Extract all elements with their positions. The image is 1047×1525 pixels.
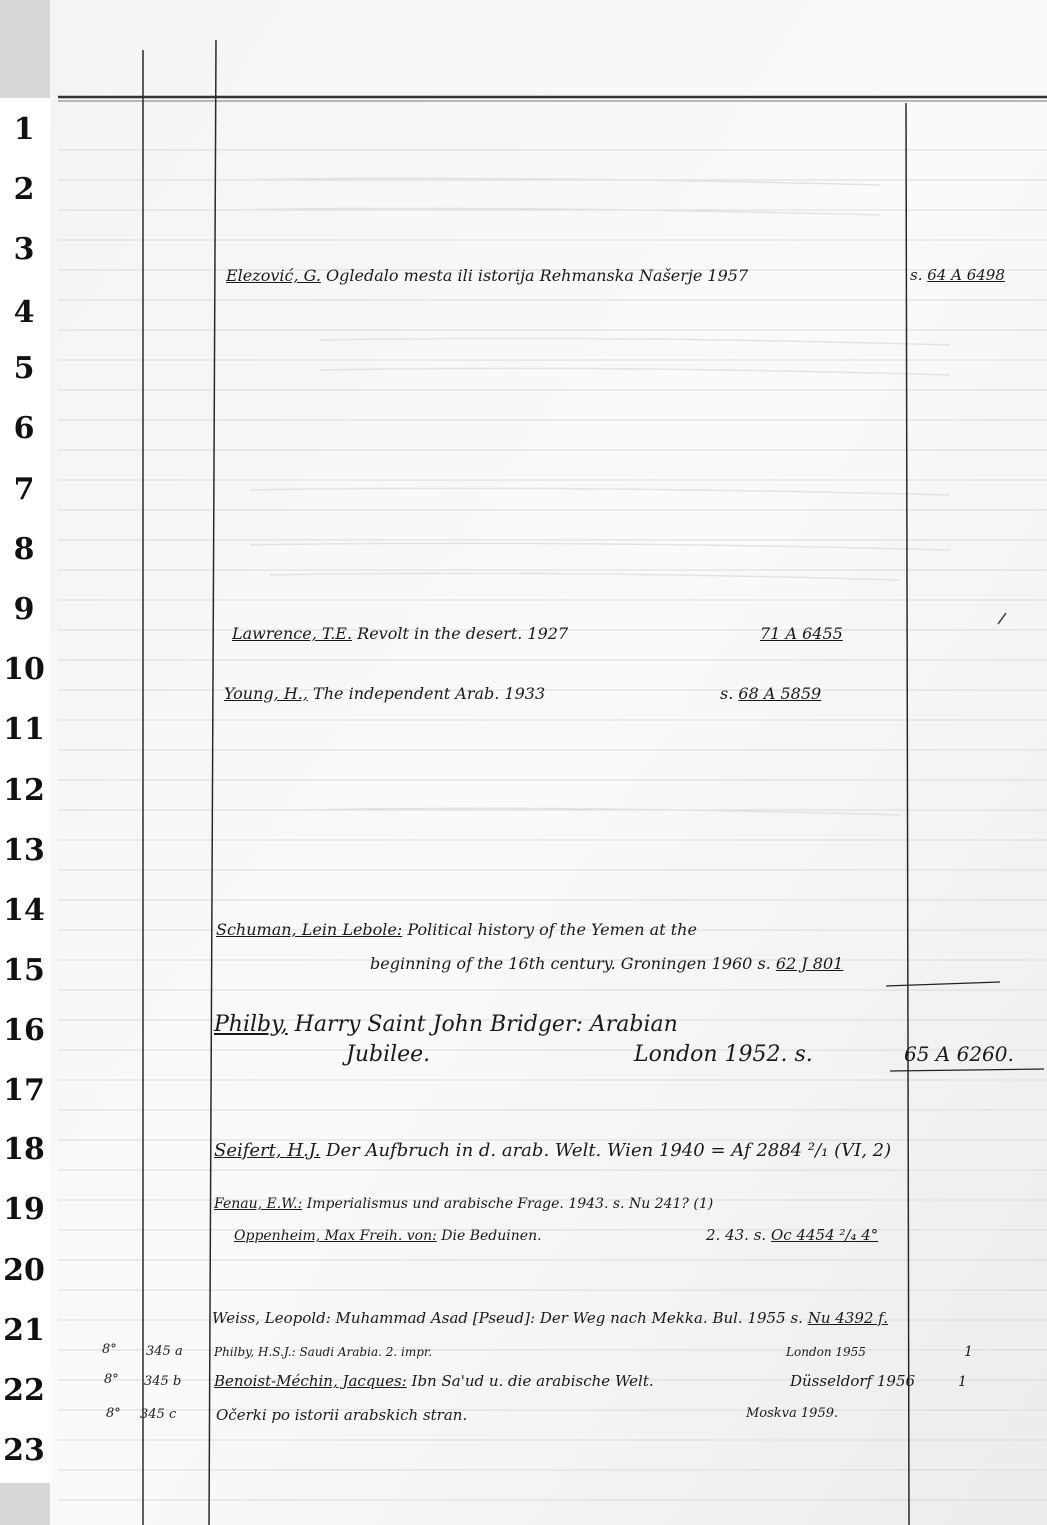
catalog-entry — [232, 624, 568, 643]
line-number: 16 — [3, 1013, 45, 1048]
format-mark: 8° — [102, 1342, 117, 1357]
entry-author: Philby, H.S.J.: — [214, 1345, 296, 1359]
entry-place-year: London 1952. — [634, 1042, 788, 1067]
shelf-number: 345 b — [144, 1374, 182, 1389]
entry-author: Benoist-Méchin, Jacques: — [214, 1372, 407, 1390]
catalog-entry — [212, 1309, 888, 1327]
line-number: 3 — [13, 232, 35, 267]
entry-title: Saudi Arabia. 2. impr. — [299, 1345, 433, 1359]
shelf-mark — [910, 266, 1005, 284]
entry-year: 1957 — [707, 266, 749, 285]
entry-title: Ibn Sa'ud u. die arabische Welt. — [411, 1372, 654, 1390]
entry-count: 1 — [964, 1344, 973, 1360]
catalog-entry — [214, 1372, 654, 1390]
entry-title: beginning of the 16th century. Groningen — [370, 954, 707, 973]
line-number: 2 — [13, 172, 35, 207]
line-number: 15 — [3, 953, 45, 988]
entry-author: Weiss, Leopold: — [212, 1309, 331, 1327]
catalog-entry-continued — [346, 1042, 430, 1067]
entry-author: Fenau, E.W.: — [214, 1196, 303, 1212]
catalog-entry — [226, 266, 748, 285]
shelf-number: = Af 2884 ²/₁ (VI, 2) — [710, 1140, 892, 1161]
line-number: 21 — [3, 1313, 45, 1348]
entry-author: Schuman, Lein Lebole: — [216, 920, 403, 939]
line-number: 18 — [3, 1132, 45, 1167]
shelf-number: 62 J 801 — [775, 954, 844, 973]
catalog-entry — [224, 684, 545, 703]
line-number: 7 — [13, 472, 35, 507]
entry-title: Harry Saint John Bridger: Arabian — [294, 1012, 678, 1037]
shelf-mark — [760, 624, 843, 643]
entry-title: Očerki po istorii arabskich stran. — [216, 1406, 468, 1424]
entry-author: Young, H., — [224, 684, 308, 703]
line-number: 8 — [13, 532, 35, 567]
entry-place-year: Moskva 1959. — [746, 1406, 839, 1421]
line-number: 20 — [3, 1253, 45, 1288]
entry-title: Imperialismus und arabische Frage. 1943. — [306, 1196, 609, 1212]
shelf-mark — [706, 1226, 878, 1244]
shelf-number: 345 c — [140, 1407, 177, 1422]
entry-place-year: London 1955 — [786, 1345, 866, 1359]
entry-place-year: Düsseldorf 1956 — [790, 1372, 916, 1390]
entry-author: Lawrence, T.E. — [232, 624, 353, 643]
entry-author: Elezović, G. — [226, 266, 321, 285]
format-mark: 8° — [104, 1372, 119, 1387]
catalog-entry — [214, 1012, 678, 1037]
shelf-prefix: s. — [720, 684, 734, 703]
entry-title: Ogledalo mesta ili istorija Rehmanska Našerje — [326, 266, 703, 285]
line-number: 12 — [3, 773, 45, 808]
shelf-number: Nu 241? (1) — [628, 1196, 714, 1212]
shelf-prefix: s. — [753, 1226, 767, 1244]
catalog-entry — [214, 1345, 432, 1359]
shelf-prefix: s. — [790, 1309, 803, 1327]
line-number: 17 — [3, 1073, 45, 1108]
line-number: 4 — [13, 295, 35, 330]
entry-title: The independent Arab. 1933 — [313, 684, 546, 703]
line-number: 22 — [3, 1373, 45, 1408]
catalog-entry — [214, 1196, 713, 1212]
entry-place-year: Bul. 1955 — [712, 1309, 786, 1327]
shelf-number: 65 A 6260. — [904, 1042, 1014, 1066]
catalog-entry — [216, 1406, 467, 1424]
line-number: 6 — [13, 411, 35, 446]
shelf-number: 71 A 6455 — [760, 624, 843, 643]
entry-author: Seifert, H.J. — [214, 1140, 321, 1161]
line-number: 19 — [3, 1192, 45, 1227]
line-number: 9 — [13, 592, 35, 627]
line-number: 11 — [3, 712, 45, 747]
entry-title: Political history of the Yemen at the — [407, 920, 697, 939]
entry-count: 1 — [958, 1374, 967, 1390]
shelf-prefix: s. — [757, 954, 771, 973]
entry-title: Der Aufbruch in d. arab. Welt. Wien 1940 — [326, 1140, 705, 1161]
catalog-entry — [234, 1228, 542, 1244]
shelf-number: Oc 4454 ²/₄ 4° — [770, 1226, 879, 1244]
line-number: 13 — [3, 833, 45, 868]
line-number: 5 — [13, 351, 35, 386]
entry-title: Jubilee. — [346, 1042, 431, 1067]
shelf-mark — [720, 684, 821, 703]
shelf-number: 64 A 6498 — [927, 266, 1005, 284]
shelf-number: Nu 4392 f. — [807, 1309, 888, 1327]
shelf-prefix: s. — [612, 1196, 625, 1212]
shelf-number: 345 a — [146, 1344, 183, 1359]
catalog-entry-continued — [370, 954, 843, 973]
entry-title: Die Beduinen. — [441, 1228, 542, 1244]
entry-author: Oppenheim, Max Freih. von: — [234, 1228, 437, 1244]
shelf-mark — [904, 1042, 1014, 1066]
shelf-prefix: s. — [794, 1042, 813, 1067]
entry-year: 1960 — [711, 954, 753, 973]
line-number: 14 — [3, 893, 45, 928]
entry-author: Philby, — [214, 1012, 288, 1037]
line-number: 1 — [13, 112, 35, 147]
shelf-number: 68 A 5859 — [738, 684, 822, 703]
line-number: 10 — [3, 652, 45, 687]
catalog-entry-continued — [634, 1042, 813, 1067]
format-mark: 8° — [106, 1406, 121, 1421]
catalog-entry — [214, 1140, 891, 1161]
entry-title: Muhammad Asad [Pseud]: Der Weg nach Mekka. — [335, 1309, 708, 1327]
entry-volume: 2. 43. — [706, 1226, 749, 1244]
entry-title: Revolt in the desert. 1927 — [357, 624, 569, 643]
catalog-entry — [216, 920, 697, 939]
line-number: 23 — [3, 1433, 45, 1468]
shelf-prefix: s. — [910, 266, 923, 284]
